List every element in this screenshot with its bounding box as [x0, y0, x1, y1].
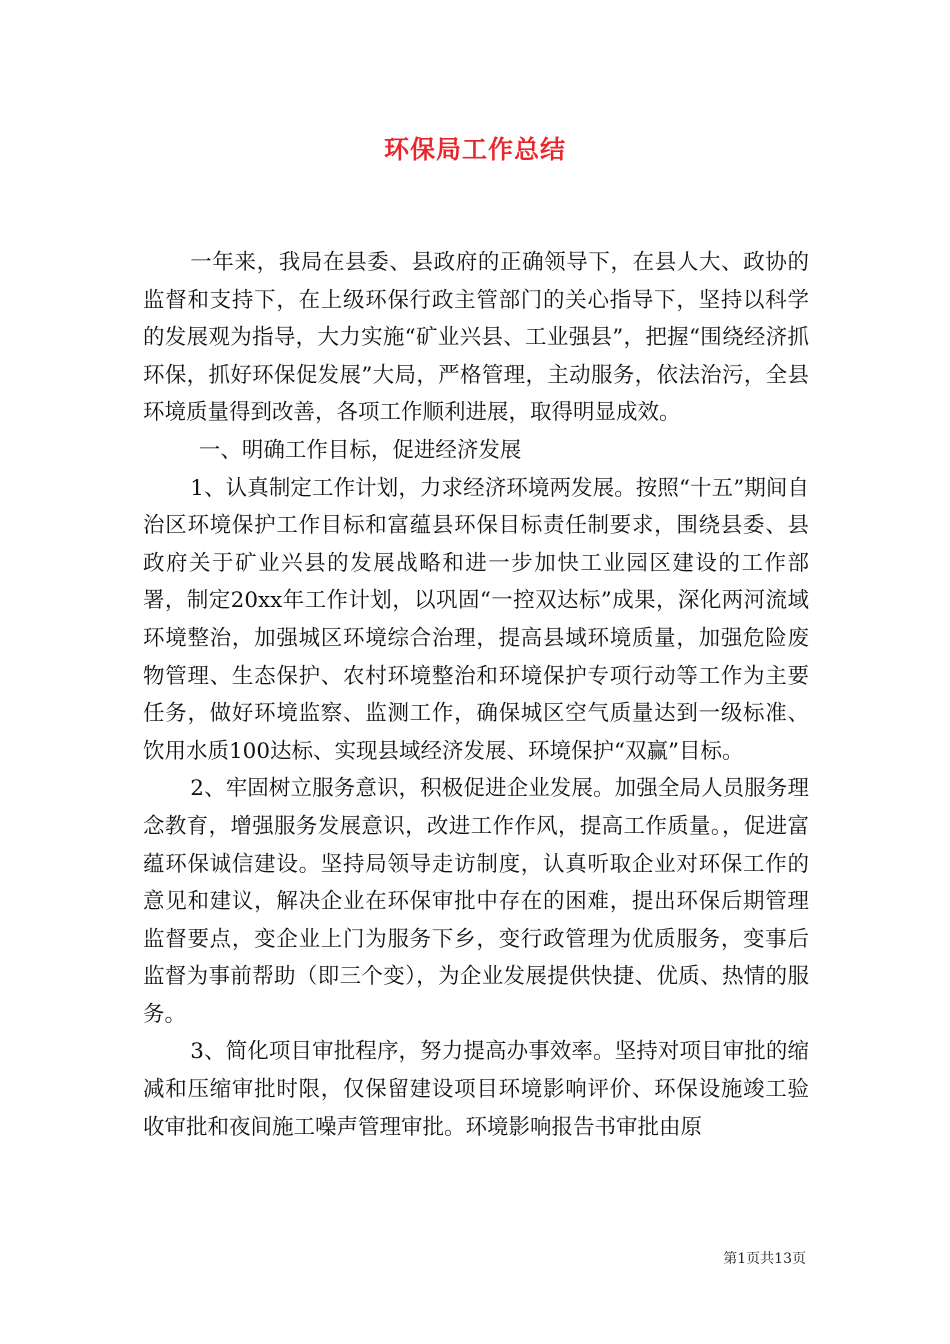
paragraph-item-3: 3、简化项目审批程序，努力提高办事效率。坚持对项目审批的缩减和压缩审批时限，仅保留建设项目环境影响评价、环保设施竣工验收审批和夜间施工噪声管理审批。环境影响报告书审批由原	[143, 1039, 809, 1140]
page-number: 第1页共13页	[723, 1251, 806, 1267]
paragraph-intro: 一年来，我局在县委、县政府的正确领导下，在县人大、政协的监督和支持下，在上级环保行政主管部门的关心指导下，坚持以科学的发展观为指导，大力实施“矿业兴县、工业强县”，把握“围绕经济抓环保，抓好环保促发展”大局，严格管理，主动服务，依法治污，全县环境质量得到改善，各项工作顺利进展，取得明显成效。	[143, 250, 809, 426]
section-heading-1: 一、明确工作目标，促进经济发展	[198, 437, 522, 463]
paragraph-item-2: 2、牢固树立服务意识，积极促进企业发展。加强全局人员服务理念教育，增强服务发展意识，改进工作作风，提高工作质量。，促进富蕴环保诚信建设。坚持局领导走访制度，认真听取企业对环保工作的意见和建议，解决企业在环保审批中存在的困难，提出环保后期管理监督要点，变企业上门为服务下乡，变行政管理为优质服务，变事后监督为事前帮助（即三个变），为企业发展提供快捷、优质、热情的服务。	[143, 776, 809, 1027]
document-title: 环保局工作总结	[383, 135, 566, 164]
document-body	[143, 244, 809, 1146]
paragraph-item-1: 1、认真制定工作计划，力求经济环境两发展。按照“十五”期间自治区环境保护工作目标和富蕴县环保目标责任制要求，围绕县委、县政府关于矿业兴县的发展战略和进一步加快工业园区建设的工作部署，制定20xx年工作计划，以巩固“一控双达标”成果，深化两河流域环境整治，加强城区环境综合治理，提高县域环境质量，加强危险废物管理、生态保护、农村环境整治和环境保护专项行动等工作为主要任务，做好环境监察、监测工作，确保城区空气质量达到一级标准、饮用水质100达标、实现县域经济发展、环境保护“双赢”目标。	[143, 475, 809, 764]
